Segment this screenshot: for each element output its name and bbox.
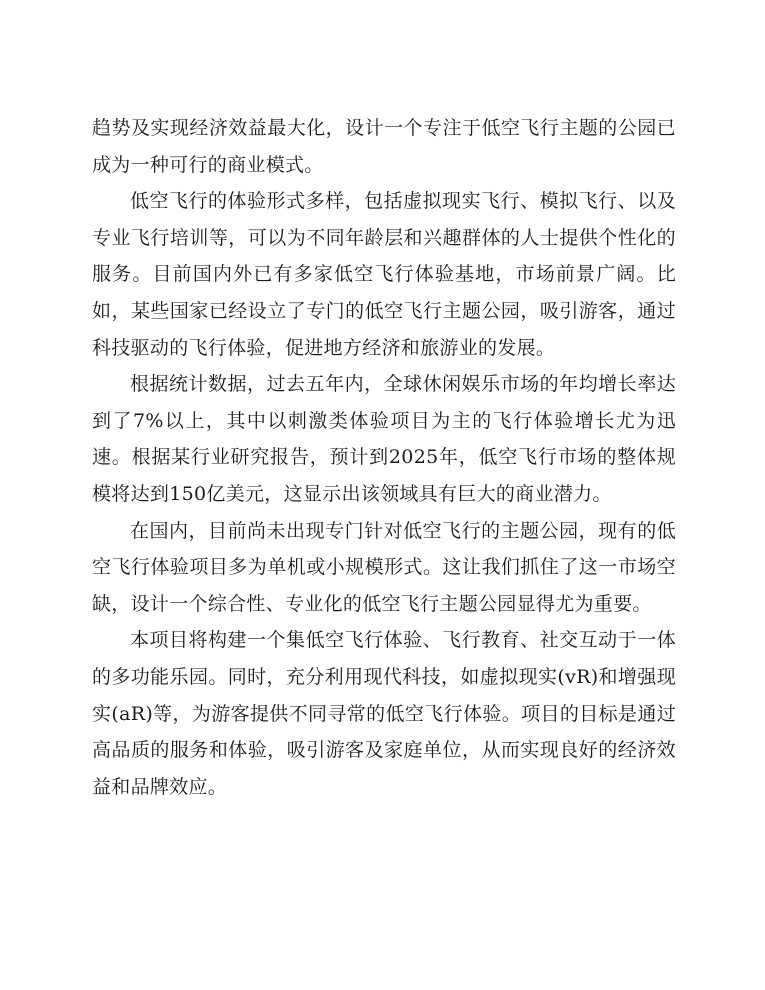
document-body	[92, 110, 676, 805]
paragraph-5: 本项目将构建一个集低空飞行体验、飞行教育、社交互动于一体的多功能乐园。同时，充分利用现代科技，如虚拟现实(vR)和增强现实(aR)等，为游客提供不同寻常的低空飞行体验。项目的目标是通过高品质的服务和体验，吸引游客及家庭单位，从而实现良好的经济效益和品牌效应。	[92, 629, 676, 798]
paragraph-3: 根据统计数据，过去五年内，全球休闲娱乐市场的年均增长率达到了7%以上，其中以刺激类体验项目为主的飞行体验增长尤为迅速。根据某行业研究报告，预计到2025年，低空飞行市场的整体规模将达到150亿美元，这显示出该领域具有巨大的商业潜力。	[92, 373, 676, 505]
paragraph-1: 趋势及实现经济效益最大化，设计一个专注于低空飞行主题的公园已成为一种可行的商业模式。	[92, 117, 676, 176]
paragraph-2: 低空飞行的体验形式多样，包括虚拟现实飞行、模拟飞行、以及专业飞行培训等，可以为不同年龄层和兴趣群体的人士提供个性化的服务。目前国内外已有多家低空飞行体验基地，市场前景广阔。比如，某些国家已经设立了专门的低空飞行主题公园，吸引游客，通过科技驱动的飞行体验，促进地方经济和旅游业的发展。	[92, 190, 676, 359]
paragraph-4: 在国内，目前尚未出现专门针对低空飞行的主题公园，现有的低空飞行体验项目多为单机或小规模形式。这让我们抓住了这一市场空缺，设计一个综合性、专业化的低空飞行主题公园显得尤为重要。	[92, 519, 676, 615]
